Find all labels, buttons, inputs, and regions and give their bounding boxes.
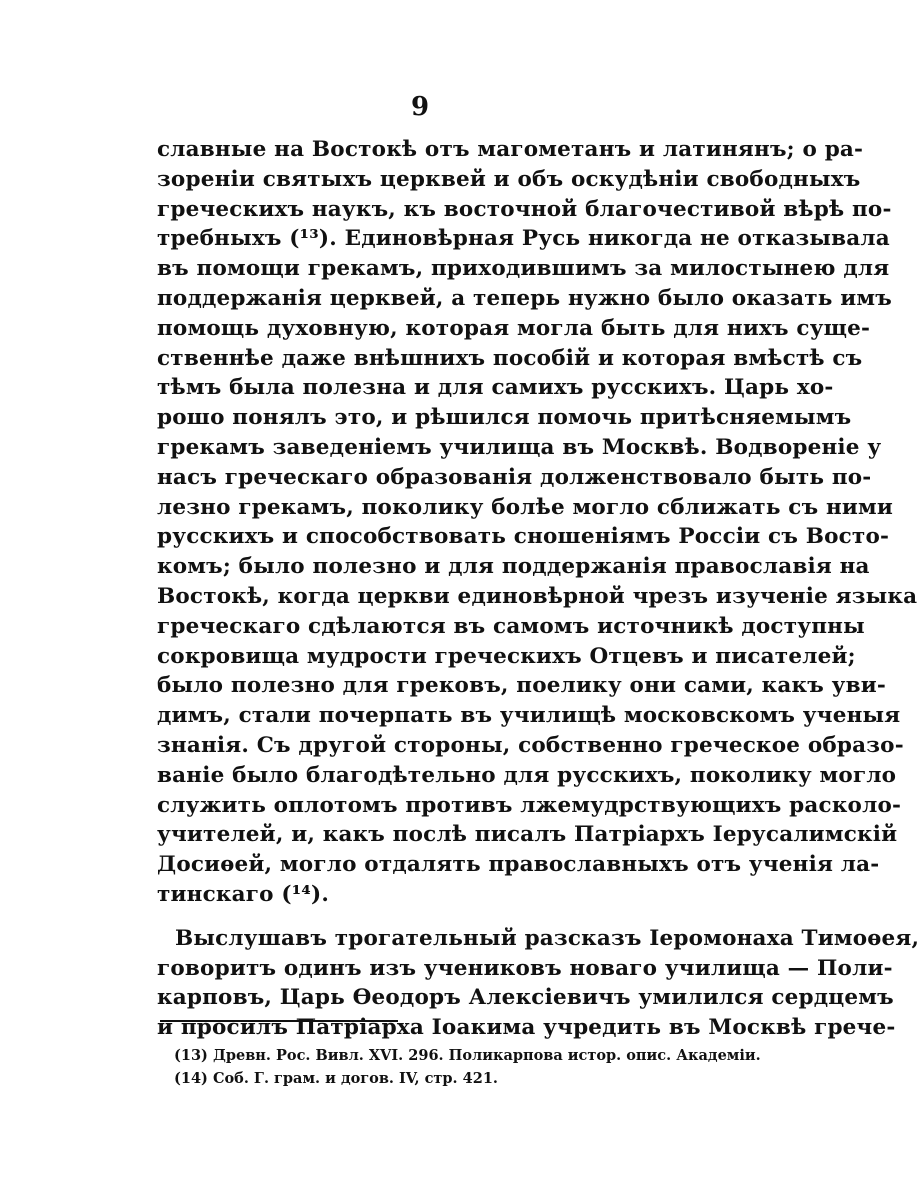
text-line: рошо понялъ это, и рѣшился помочь притѣсняемымъ <box>157 405 852 431</box>
text-line: ственнѣе даже внѣшнихъ пособій и которая вмѣстѣ съ <box>157 345 863 371</box>
text-line: лезно грекамъ, поколику болѣе могло сближать съ ними <box>157 494 894 520</box>
text-line: помощь духовную, которая могла быть для нихъ суще- <box>157 315 871 341</box>
text-line: учителей, и, какъ послѣ писалъ Патріархъ Іерусалимскій <box>157 822 898 848</box>
text-line: говоритъ одинъ изъ учениковъ новаго училища — Поли- <box>157 955 893 981</box>
text-line: Досиѳей, могло отдалять православныхъ отъ ученія ла- <box>157 852 880 878</box>
paragraph-gap <box>157 910 723 924</box>
text-line: ваніе было благодѣтельно для русскихъ, поколику могло <box>157 762 897 788</box>
text-line: сокровища мудрости греческихъ Отцевъ и писателей; <box>157 643 856 669</box>
paragraph <box>157 135 918 910</box>
text-line: Востокѣ, когда церкви единовѣрной чрезъ изученіе языка <box>157 583 918 609</box>
page-number: 9 <box>410 92 430 122</box>
text-line: насъ греческаго образованія долженствовало быть по- <box>157 464 872 490</box>
text-line: грекамъ заведеніемъ училища въ Москвѣ. Водвореніе у <box>157 434 882 460</box>
footnote-14: (14) Соб. Г. грам. и догов. IV, стр. 421. <box>174 1070 498 1087</box>
text-line: славные на Востокѣ отъ магометанъ и латинянъ; о ра- <box>157 137 864 162</box>
text-line: было полезно для грековъ, поелику они сами, какъ уви- <box>157 673 886 699</box>
footnote-13: (13) Древн. Рос. Вивл. XVI. 296. Поликарпова истор. опис. Академіи. <box>174 1047 761 1064</box>
text-line: знанія. Съ другой стороны, собственно греческое образо- <box>157 732 904 758</box>
footnote-divider <box>160 1020 398 1022</box>
text-line: тѣмъ была полезна и для самихъ русскихъ. Царь хо- <box>157 375 834 401</box>
text-line: служить оплотомъ противъ лжемудрствующихъ расколо- <box>157 792 902 818</box>
text-line: тинскаго (¹⁴). <box>157 881 330 907</box>
text-line: русскихъ и способствовать сношеніямъ Россіи съ Восто- <box>157 524 890 550</box>
footnotes <box>174 1044 761 1090</box>
text-line: зореніи святыхъ церквей и объ оскудѣніи свободныхъ <box>157 166 861 192</box>
text-line: требныхъ (¹³). Единовѣрная Русь никогда не отказывала <box>157 226 890 252</box>
text-line: поддержанія церквей, а теперь нужно было оказать имъ <box>157 285 892 311</box>
text-line: Выслушавъ трогательный разсказъ Іеромонаха Тимоѳея, <box>175 925 919 951</box>
text-line: димъ, стали почерпать въ училищѣ московскомъ ученыя <box>157 703 901 729</box>
text-line: комъ; было полезно и для поддержанія православія на <box>157 554 870 580</box>
main-text <box>157 135 919 1043</box>
text-line: карповъ, Царь Ѳеодоръ Алексіевичъ умилился сердцемъ <box>157 985 894 1011</box>
text-line: и просилъ Патріарха Іоакима учредить въ Москвѣ грече- <box>157 1015 896 1041</box>
text-line: греческаго сдѣлаются въ самомъ источникѣ доступны <box>157 613 865 639</box>
paragraph <box>157 924 919 1043</box>
text-line: въ помощи грекамъ, приходившимъ за милостынею для <box>157 256 890 282</box>
text-line: греческихъ наукъ, къ восточной благочестивой вѣрѣ по- <box>157 196 892 222</box>
